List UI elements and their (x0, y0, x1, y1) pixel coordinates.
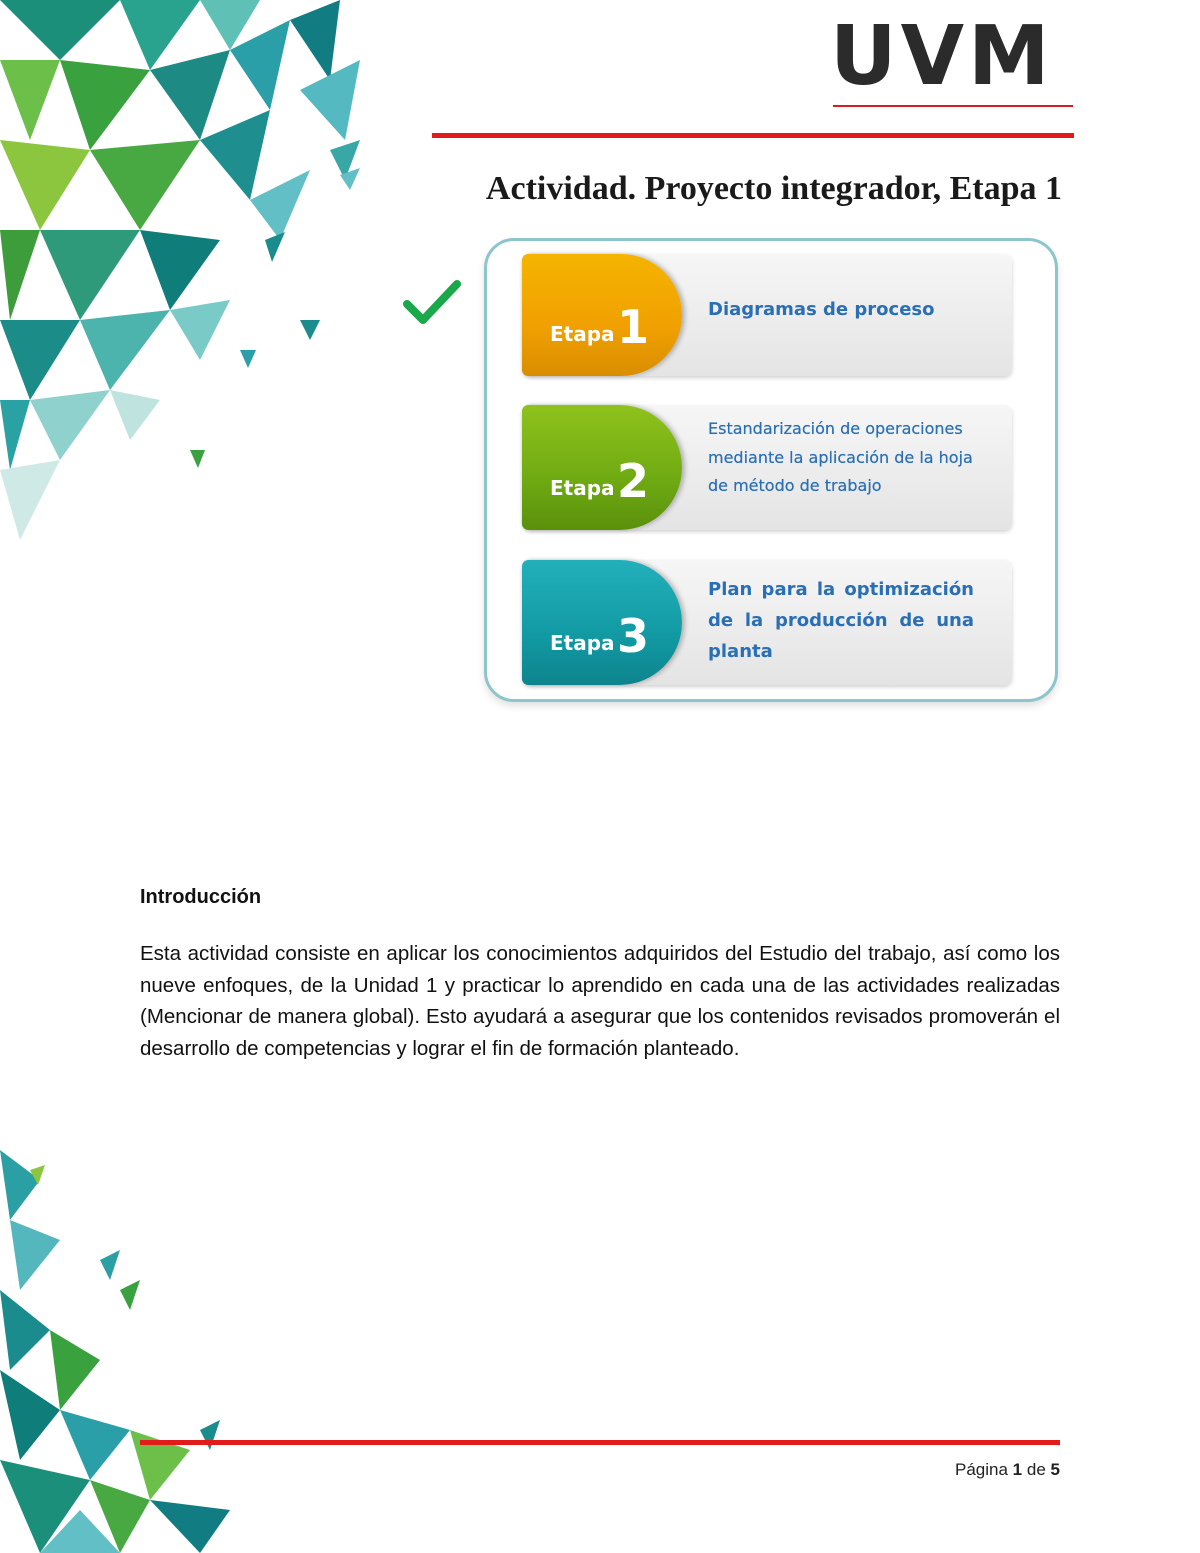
decorative-polygons-top (0, 0, 400, 560)
page-number (955, 1460, 1060, 1480)
stage-label: Etapa (550, 322, 615, 346)
logo-underline (833, 105, 1073, 107)
page-title: Actividad. Proyecto integrador, Etapa 1 (485, 170, 1062, 207)
decorative-polygons-bottom (0, 1130, 250, 1553)
stage-tab-1 (522, 254, 682, 376)
stage-label: Etapa (550, 476, 615, 500)
stage-number: 1 (617, 300, 650, 354)
stage-description: Estandarización de operaciones mediante la aplicación de la hoja de método de trabajo (708, 419, 973, 495)
stage-tab-2 (522, 405, 682, 530)
stage-card-3 (522, 560, 1012, 685)
header-divider (432, 133, 1074, 138)
stage-card-1 (522, 254, 1012, 376)
intro-paragraph: Esta actividad consiste en aplicar los conocimientos adquiridos del Estudio del trabajo, así como los nueve enfoques, de la Unidad 1 y practicar lo aprendido en cada una de las actividades realizadas (Mencionar de manera global). Esto ayudará a asegurar que los contenidos revisados promoverán el desarrollo de competencias y lograr el fin de formación planteado. (140, 942, 1060, 1060)
current-page: 1 (1012, 1460, 1023, 1479)
uvm-logo (830, 9, 1075, 110)
footer-divider (140, 1440, 1060, 1445)
total-pages: 5 (1050, 1460, 1060, 1479)
stage-tab-3 (522, 560, 682, 685)
stage-number: 3 (617, 609, 650, 663)
page-label: Página (955, 1460, 1008, 1479)
checkmark-icon (403, 280, 461, 326)
stage-card-2 (522, 405, 1012, 530)
stage-label: Etapa (550, 631, 615, 655)
stage-description: Plan para la optimización de la producción de una planta (708, 579, 974, 662)
stage-number: 2 (617, 454, 650, 508)
stage-description: Diagramas de proceso (708, 299, 935, 320)
of-label: de (1026, 1460, 1046, 1479)
intro-heading: Introducción (140, 886, 262, 908)
uvm-logo-text: UVM (830, 9, 1054, 104)
